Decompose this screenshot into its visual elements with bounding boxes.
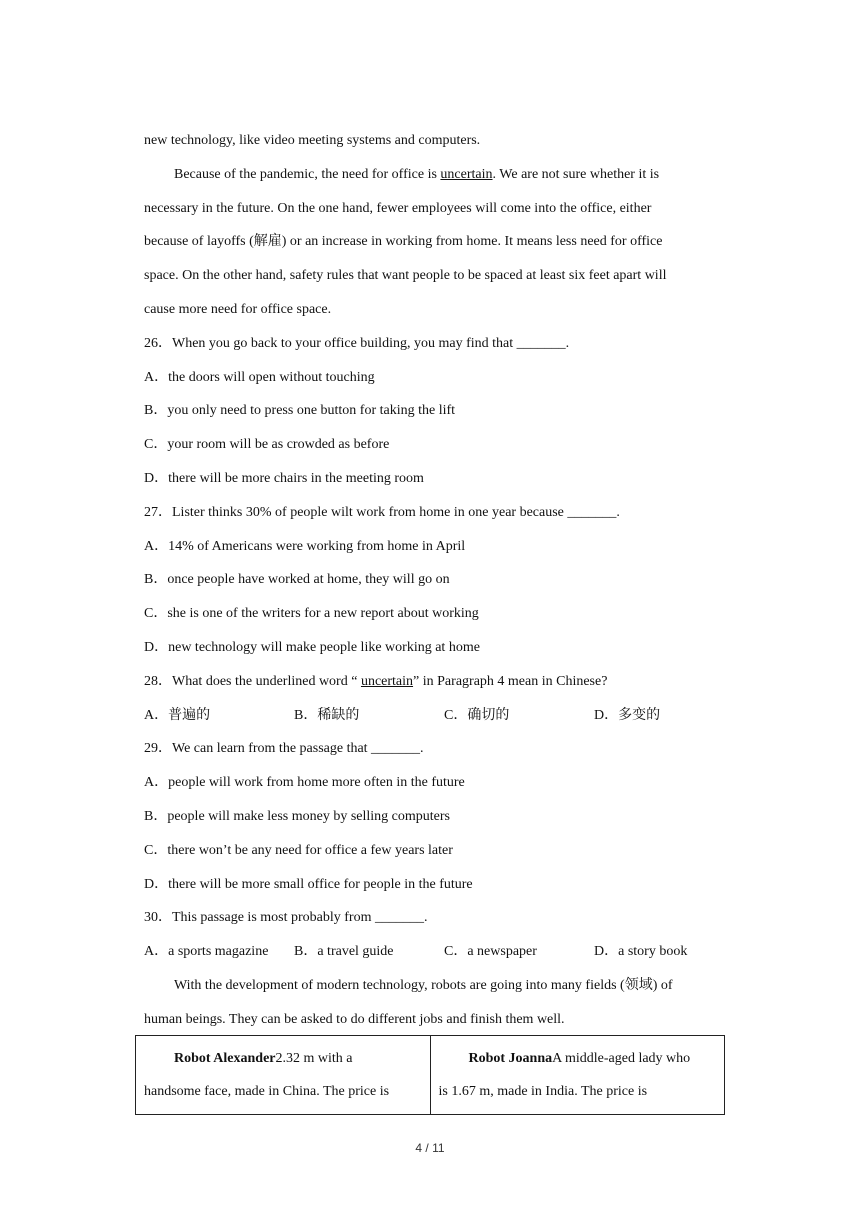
passage-line: cause more need for office space. bbox=[144, 301, 332, 317]
question-26-option-a: A．the doors will open without touching bbox=[144, 369, 375, 385]
question-27-option-b: B．once people have worked at home, they will go on bbox=[144, 572, 450, 588]
passage-line: necessary in the future. On the one hand, fewer employees will come into the office, either bbox=[144, 200, 652, 216]
robot-desc: A middle-aged lady who bbox=[552, 1051, 691, 1066]
question-30-option-b: B．a travel guide bbox=[294, 944, 394, 960]
question-29-stem: 29．We can learn from the passage that _______. bbox=[144, 741, 424, 757]
question-28-option-d: D．多变的 bbox=[594, 707, 661, 723]
robot-name: Robot Alexander bbox=[174, 1051, 276, 1066]
question-26-option-c: C．your room will be as crowded as before bbox=[144, 437, 390, 453]
underlined-word: uncertain bbox=[440, 166, 493, 182]
cell-line bbox=[439, 1042, 717, 1075]
question-26-option-b: B．you only need to press one button for taking the lift bbox=[144, 403, 456, 419]
cell-line: is 1.67 m, made in India. The price is bbox=[438, 1084, 648, 1099]
passage-line: space. On the other hand, safety rules that want people to be spaced at least six feet apart will bbox=[144, 268, 667, 284]
question-26-option-d: D．there will be more chairs in the meeting room bbox=[144, 470, 424, 486]
passage-paragraph-4 bbox=[144, 158, 724, 192]
question-28-options bbox=[144, 699, 724, 733]
page-number: 4 / 11 bbox=[415, 1141, 445, 1155]
question-29-option-b: B．people will make less money by selling computers bbox=[144, 808, 451, 824]
cell-line: handsome face, made in China. The price is bbox=[144, 1084, 390, 1099]
text: 28．What does the underlined word “ bbox=[144, 673, 361, 689]
question-30-stem: 30．This passage is most probably from _______. bbox=[144, 910, 428, 926]
question-28-stem bbox=[144, 665, 724, 699]
underlined-word: uncertain bbox=[360, 673, 414, 689]
robots-table bbox=[135, 1035, 725, 1115]
question-29-option-d: D．there will be more small office for people in the future bbox=[144, 876, 473, 892]
question-27-option-c: C．she is one of the writers for a new report about working bbox=[144, 606, 479, 622]
next-passage-line: With the development of modern technology, robots are going into many fields (领域) of bbox=[174, 977, 673, 993]
robot-joanna-cell bbox=[430, 1036, 725, 1115]
robot-name: Robot Joanna bbox=[468, 1051, 553, 1066]
question-29-option-c: C．there won’t be any need for office a few years later bbox=[144, 842, 453, 858]
question-30-option-c: C．a newspaper bbox=[444, 944, 537, 960]
next-passage-line: human beings. They can be asked to do different jobs and finish them well. bbox=[144, 1011, 565, 1027]
question-28-option-c: C．确切的 bbox=[444, 707, 510, 723]
cell-line bbox=[144, 1042, 422, 1075]
question-27-stem: 27．Lister thinks 30% of people wilt work from home in one year because _______. bbox=[144, 504, 620, 520]
passage-line: because of layoffs (解雇) or an increase in working from home. It means less need for office bbox=[144, 234, 663, 250]
document-body bbox=[144, 124, 724, 1037]
robot-alexander-cell bbox=[136, 1036, 431, 1115]
robot-desc: 2.32 m with a bbox=[275, 1051, 353, 1066]
question-30-options bbox=[144, 935, 724, 969]
text: . We are not sure whether it is bbox=[492, 166, 660, 182]
question-30-option-a: A．a sports magazine bbox=[144, 944, 269, 960]
question-28-option-b: B．稀缺的 bbox=[294, 707, 360, 723]
question-26-stem: 26．When you go back to your office building, you may find that _______. bbox=[144, 335, 570, 351]
question-27-option-a: A．14% of Americans were working from home in April bbox=[144, 538, 466, 554]
passage-line: new technology, like video meeting systems and computers. bbox=[144, 133, 481, 148]
table-row bbox=[136, 1036, 725, 1115]
text: Because of the pandemic, the need for office is bbox=[174, 166, 441, 182]
question-30-option-d: D．a story book bbox=[594, 944, 688, 960]
question-27-option-d: D．new technology will make people like working at home bbox=[144, 639, 480, 655]
text: ” in Paragraph 4 mean in Chinese? bbox=[413, 673, 608, 689]
question-28-option-a: A．普遍的 bbox=[144, 707, 211, 723]
question-29-option-a: A．people will work from home more often in the future bbox=[144, 775, 465, 791]
